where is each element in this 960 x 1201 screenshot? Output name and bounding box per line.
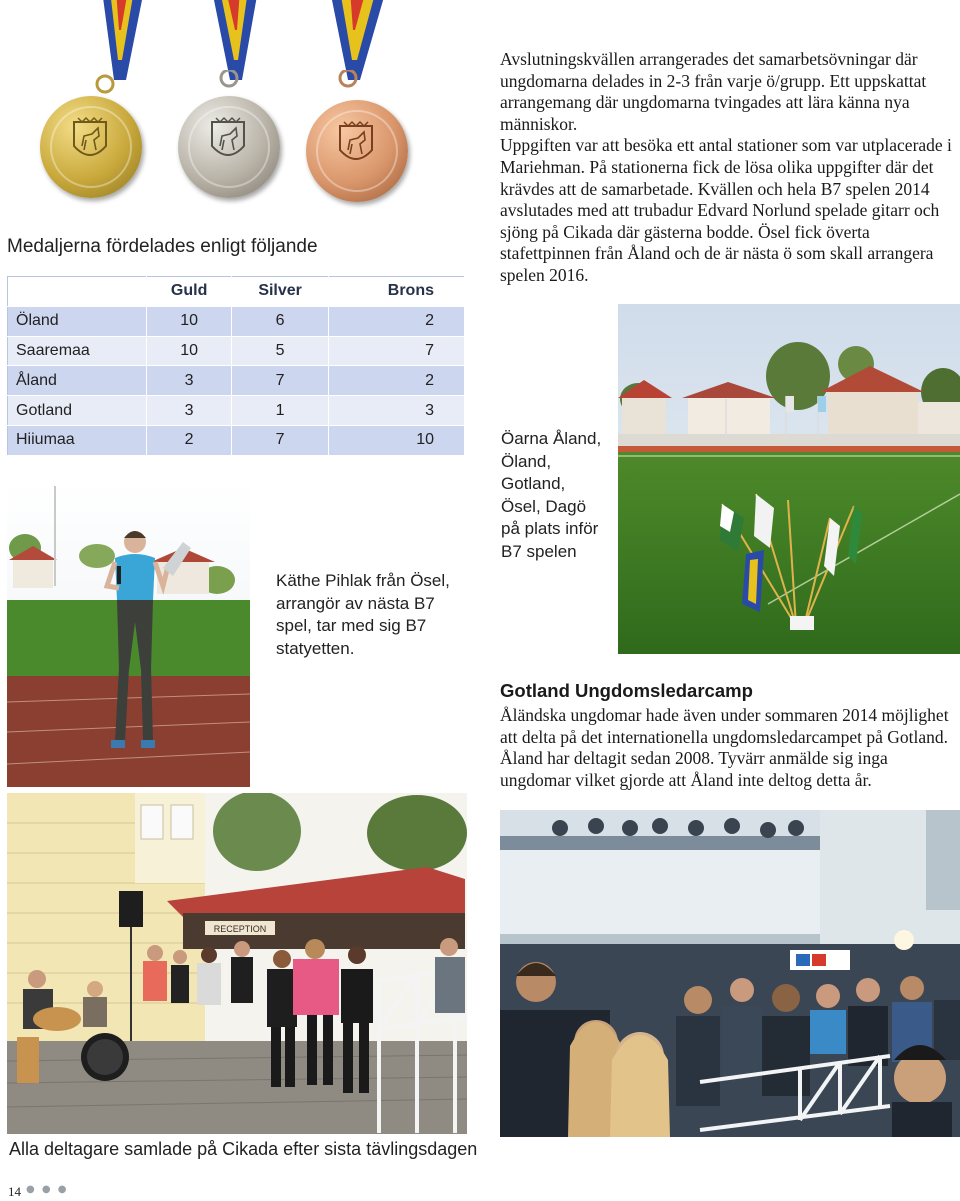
- cell-silver: 7: [232, 366, 329, 396]
- cell-brons: 3: [328, 396, 464, 426]
- ribbon-silver: [208, 0, 264, 80]
- table-row: [8, 366, 465, 396]
- islands-caption: Öarna Åland, Öland, Gotland, Ösel, Dagö på plats inför B7 spelen: [501, 429, 602, 561]
- silver-medal: [178, 96, 280, 198]
- table-row: [8, 306, 465, 336]
- ribbon-bronze: [330, 0, 386, 80]
- crest-icon: [210, 116, 246, 166]
- cell-guld: 10: [147, 306, 232, 336]
- cell-brons: 2: [328, 306, 464, 336]
- cell-brons: 7: [328, 336, 464, 366]
- stadium-flags-photo: [618, 304, 960, 654]
- cell-brons: 2: [328, 366, 464, 396]
- bronze-medal: [306, 100, 408, 202]
- cell-guld: 2: [147, 425, 232, 455]
- row-name: Åland: [8, 366, 147, 396]
- reception-sign: RECEPTION: [213, 924, 267, 934]
- crest-icon: [72, 116, 108, 166]
- kathe-caption: Käthe Pihlak från Ösel, arrangör av nästa B7 spel, tar med sig B7 statyetten.: [276, 571, 450, 658]
- row-name: Gotland: [8, 396, 147, 426]
- cell-silver: 1: [232, 396, 329, 426]
- page-number: 14: [8, 1184, 21, 1199]
- row-name: Saaremaa: [8, 336, 147, 366]
- gold-medal: [40, 96, 142, 198]
- crest-icon: [338, 120, 374, 170]
- medals-photo: [0, 0, 462, 222]
- intro-paragraph-2: Uppgiften var att besöka ett antal stationer som var utplacerade i Mariehman. På stationerna fick de lösa olika uppgifter där det krävdes att de samarbetade. Kvällen och hela B7 spelen 2014 avslutades med att trubadur Edvard Norlund spelade gitarr och sjöng på Cikada där gästerna bodde. Ösel fick överta stafettpinnen från Åland och de är nästa ö som skall arrangera spelen 2016.: [500, 135, 952, 285]
- medal-table: [7, 276, 465, 456]
- medal-table-caption: Medaljerna fördelades enligt följande: [7, 236, 318, 257]
- cell-silver: 5: [232, 336, 329, 366]
- kathe-photo: [7, 482, 250, 787]
- cell-silver: 7: [232, 425, 329, 455]
- row-name: Hiiumaa: [8, 425, 147, 455]
- table-row: [8, 425, 465, 455]
- cell-silver: 6: [232, 306, 329, 336]
- table-header-row: [8, 277, 465, 307]
- gotland-text: Åländska ungdomar hade även under sommaren 2014 möjlighet att delta på det internationella ungdomsledarcampet på Gotland. Åland har deltagit sedan 2008. Tyvärr anmälde sig inga ungdomar vilket gjorde att Åland inte deltog detta år.: [500, 705, 949, 790]
- cell-guld: 10: [147, 336, 232, 366]
- header-empty: [8, 277, 147, 307]
- gotland-heading: Gotland Ungdomsledarcamp: [500, 680, 753, 701]
- header-guld: Guld: [147, 277, 232, 307]
- cikada-caption: Alla deltagare samlade på Cikada efter sista tävlingsdagen: [9, 1139, 478, 1159]
- intro-text: [500, 49, 960, 287]
- row-name: Öland: [8, 306, 147, 336]
- cikada-photo: [7, 793, 467, 1134]
- crowd-balcony-photo: [500, 810, 960, 1137]
- header-brons: Brons: [328, 277, 464, 307]
- cell-brons: 10: [328, 425, 464, 455]
- intro-paragraph-1: Avslutningskvällen arrangerades det samarbetsövningar där ungdomarna delades in 2-3 från varje ö/grupp. Ett uppskattat arrangemang där ungdomarna tvingades att lära känna nya människor.: [500, 49, 927, 134]
- ribbon-gold: [88, 0, 144, 80]
- cell-guld: 3: [147, 366, 232, 396]
- table-row: [8, 336, 465, 366]
- page-dots: ● ● ●: [26, 1184, 69, 1195]
- table-row: [8, 396, 465, 426]
- header-silver: Silver: [232, 277, 329, 307]
- cell-guld: 3: [147, 396, 232, 426]
